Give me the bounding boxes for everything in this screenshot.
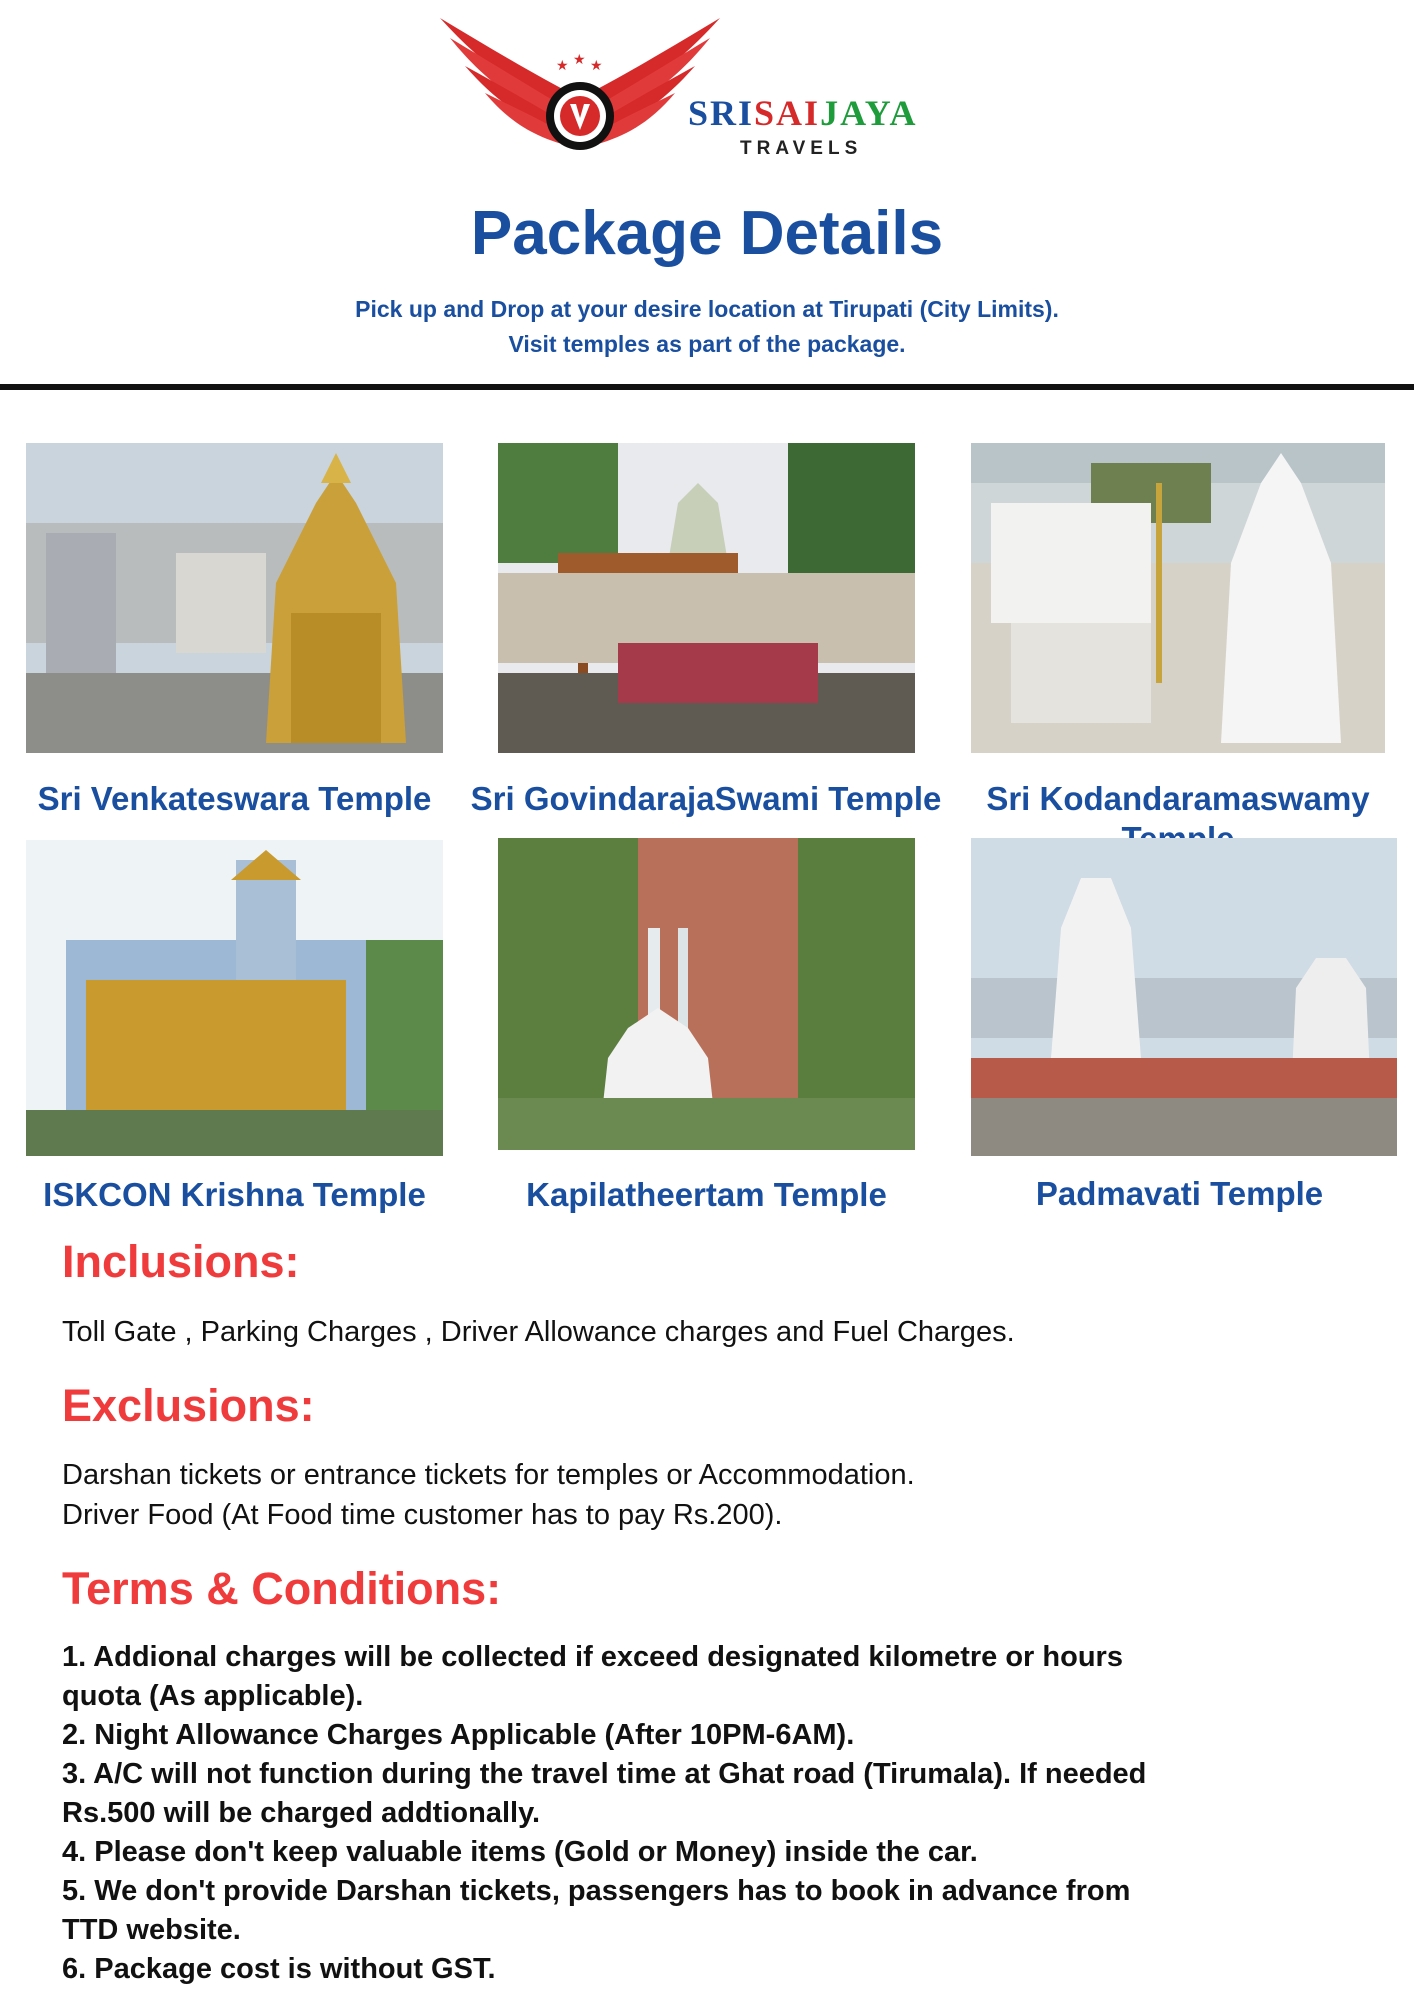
inclusions-text: Toll Gate , Parking Charges , Driver Allowance charges and Fuel Charges.	[62, 1316, 1015, 1348]
header-divider	[0, 384, 1414, 390]
page-title: Package Details	[470, 199, 944, 268]
svg-text:★: ★	[590, 58, 603, 74]
svg-text:★: ★	[573, 52, 586, 68]
brand-name	[688, 92, 917, 134]
temple-name-padmavati: Padmavati Temple	[1035, 1175, 1324, 1212]
temple-name-sri-venkateswara: Sri Venkateswara Temple	[37, 780, 432, 817]
exclusions-line-1: Darshan tickets or entrance tickets for temples or Accommodation.	[62, 1459, 915, 1491]
temple-courtyard-crowd-photo	[498, 443, 915, 753]
brand-name-part-3: JAYA	[820, 93, 918, 133]
terms-item: 2. Night Allowance Charges Applicable (After 10PM-6AM).	[62, 1719, 855, 1751]
terms-item: 6. Package cost is without GST.	[62, 1953, 496, 1985]
golden-vimana-temple-photo	[26, 443, 443, 753]
subtitle-line-1: Pick up and Drop at your desire location at Tirupati (City Limits).	[355, 296, 1059, 322]
terms-item: 1. Addional charges will be collected if exceed designated kilometre or hours quota (As applicable).	[62, 1641, 1123, 1712]
temple-name-iskcon-krishna: ISKCON Krishna Temple	[43, 1176, 426, 1213]
terms-item: 3. A/C will not function during the travel time at Ghat road (Tirumala). If needed Rs.500 will be charged addtionally.	[62, 1758, 1147, 1829]
exclusions-line-2: Driver Food (At Food time customer has to pay Rs.200).	[62, 1499, 783, 1531]
blue-gold-palace-temple-photo	[26, 840, 443, 1156]
white-gopuram-temple-photo	[971, 443, 1385, 753]
brand-name-part-1: SRI	[688, 93, 755, 133]
exclusions-heading: Exclusions:	[62, 1380, 315, 1431]
subtitle-line-2: Visit temples as part of the package.	[508, 331, 906, 357]
temple-name-sri-kodandaramaswamy: Sri Kodandaramaswamy	[986, 780, 1370, 817]
brand-name-part-2: SAI	[754, 93, 821, 133]
terms-heading: Terms & Conditions:	[62, 1563, 502, 1614]
white-gopuram-skyline-photo	[971, 838, 1397, 1156]
terms-item: 4. Please don't keep valuable items (Gold or Money) inside the car.	[62, 1836, 978, 1868]
svg-text:★: ★	[556, 58, 569, 74]
terms-item: 5. We don't provide Darshan tickets, passengers has to book in advance from TTD website.	[62, 1875, 1131, 1946]
terms-list	[62, 1638, 1182, 1989]
temple-name-sri-govindarajaswami: Sri GovindarajaSwami Temple	[470, 780, 942, 817]
brand-tagline: TRAVELS	[740, 138, 863, 159]
waterfall-cliff-temple-photo	[498, 838, 915, 1150]
inclusions-heading: Inclusions:	[62, 1236, 300, 1287]
temple-name-kapilatheertam: Kapilatheertam Temple	[526, 1176, 887, 1213]
